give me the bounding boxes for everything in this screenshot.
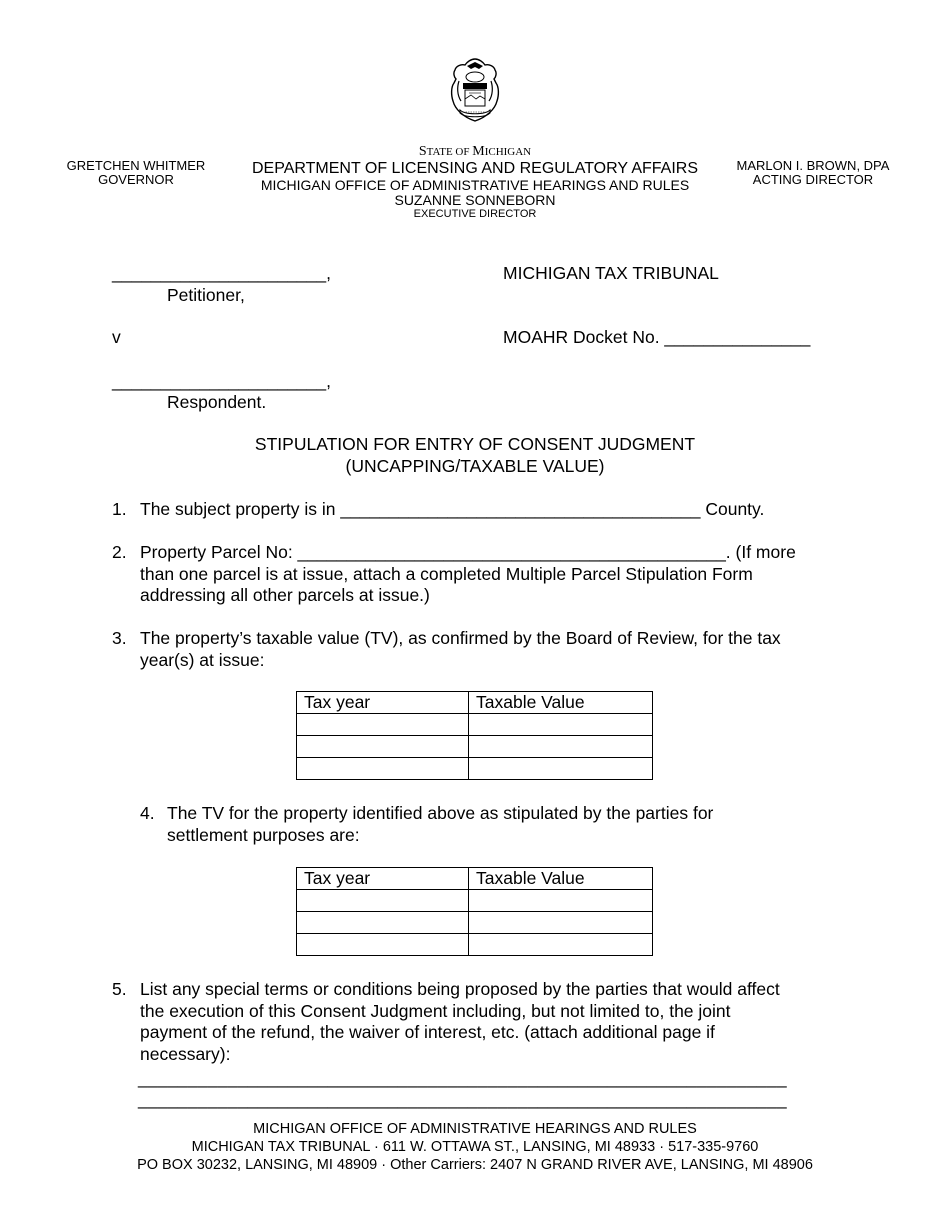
stipulated-tv-table [296, 867, 653, 956]
tax-year-cell[interactable] [297, 758, 469, 780]
item-5-line-4: necessary): [140, 1043, 231, 1064]
item-2-text [140, 542, 796, 607]
governor-block [56, 159, 216, 187]
footer-line-1: MICHIGAN OFFICE OF ADMINISTRATIVE HEARINGS AND RULES [253, 1121, 697, 1137]
table-row [297, 890, 653, 912]
answer-line-1[interactable]: _________________________________________________________________ [138, 1068, 787, 1088]
item-4-number: 4. [140, 803, 155, 823]
item-5-line-1: List any special terms or conditions being proposed by the parties that would affect [140, 979, 780, 999]
item-4-line-1: The TV for the property identified above as stipulated by the parties for [167, 803, 714, 823]
tribunal-name: MICHIGAN TAX TRIBUNAL [503, 263, 719, 283]
item-2-line-3: addressing all other parcels at issue.) [140, 585, 430, 605]
item-1-number: 1. [112, 499, 127, 519]
taxable-value-cell[interactable] [469, 758, 653, 780]
page-footer [0, 1120, 950, 1174]
governor-title: GOVERNOR [98, 172, 174, 187]
department-name: DEPARTMENT OF LICENSING AND REGULATORY AFFAIRS [251, 160, 699, 177]
taxable-value-cell[interactable] [469, 736, 653, 758]
column-header-taxable-value: Taxable Value [469, 868, 653, 890]
column-header-tax-year: Tax year [297, 692, 469, 714]
item-3-line-2: year(s) at issue: [140, 649, 265, 670]
executive-director-title: EXECUTIVE DIRECTOR [413, 208, 537, 220]
tax-year-cell[interactable] [297, 714, 469, 736]
table-header-row [297, 868, 653, 890]
taxable-value-cell[interactable] [469, 890, 653, 912]
tax-year-cell[interactable] [297, 912, 469, 934]
item-2-line-2: than one parcel is at issue, attach a completed Multiple Parcel Stipulation Form [140, 563, 753, 584]
table-row [297, 736, 653, 758]
taxable-value-cell[interactable] [469, 934, 653, 956]
item-3-text [140, 628, 781, 671]
director-name: MARLON I. BROWN, DPA [736, 158, 890, 173]
column-header-taxable-value: Taxable Value [469, 692, 653, 714]
versus-label: v [112, 327, 121, 347]
answer-line-2[interactable]: _________________________________________________________________ [138, 1089, 787, 1109]
item-2-line-1: Property Parcel No: ____________________________________________. (If more [140, 542, 796, 562]
petitioner-label: Petitioner, [167, 285, 245, 305]
item-4-text [167, 803, 713, 846]
document-title [0, 434, 950, 477]
tax-year-cell[interactable] [297, 934, 469, 956]
footer-line-2: MICHIGAN TAX TRIBUNAL · 611 W. OTTAWA ST., LANSING, MI 48933 · 517-335-9760 [191, 1139, 759, 1155]
governor-name: GRETCHEN WHITMER [66, 158, 206, 173]
respondent-label: Respondent. [167, 392, 267, 412]
column-header-tax-year: Tax year [297, 868, 469, 890]
docket-number: MOAHR Docket No. _______________ [503, 327, 811, 347]
table-row [297, 934, 653, 956]
michigan-state-seal-icon [445, 55, 505, 125]
director-title: ACTING DIRECTOR [752, 172, 874, 187]
item-2-number: 2. [112, 542, 127, 562]
item-5-number: 5. [112, 979, 127, 999]
table-row [297, 758, 653, 780]
tax-year-cell[interactable] [297, 890, 469, 912]
tax-year-cell[interactable] [297, 736, 469, 758]
item-5-text [140, 979, 780, 1065]
item-4-line-2: settlement purposes are: [167, 824, 360, 845]
item-1-text: The subject property is in _____________________________________ County. [140, 499, 765, 519]
board-of-review-tv-table [296, 691, 653, 780]
title-line-1: STIPULATION FOR ENTRY OF CONSENT JUDGMENT [254, 434, 696, 454]
director-block [728, 159, 898, 187]
taxable-value-cell[interactable] [469, 714, 653, 736]
letterhead-center [225, 143, 725, 221]
petitioner-blank: ______________________, [112, 263, 331, 283]
state-line: STATE OF MICHIGAN [418, 144, 532, 159]
footer-line-3: PO BOX 30232, LANSING, MI 48909 · Other Carriers: 2407 N GRAND RIVER AVE, LANSING, MI 48906 [137, 1157, 813, 1173]
taxable-value-cell[interactable] [469, 912, 653, 934]
table-row [297, 714, 653, 736]
item-5-line-3: payment of the refund, the waiver of interest, etc. (attach additional page if [140, 1022, 715, 1042]
item-3-number: 3. [112, 628, 127, 648]
executive-director-name: SUZANNE SONNEBORN [394, 192, 556, 208]
table-row [297, 912, 653, 934]
respondent-blank: ______________________, [112, 371, 331, 391]
title-line-2: (UNCAPPING/TAXABLE VALUE) [345, 455, 605, 476]
item-3-line-1: The property’s taxable value (TV), as confirmed by the Board of Review, for the tax [140, 628, 781, 648]
table-header-row [297, 692, 653, 714]
office-name: MICHIGAN OFFICE OF ADMINISTRATIVE HEARINGS AND RULES [260, 177, 690, 193]
item-5-line-2: the execution of this Consent Judgment including, but not limited to, the joint [140, 1000, 731, 1021]
